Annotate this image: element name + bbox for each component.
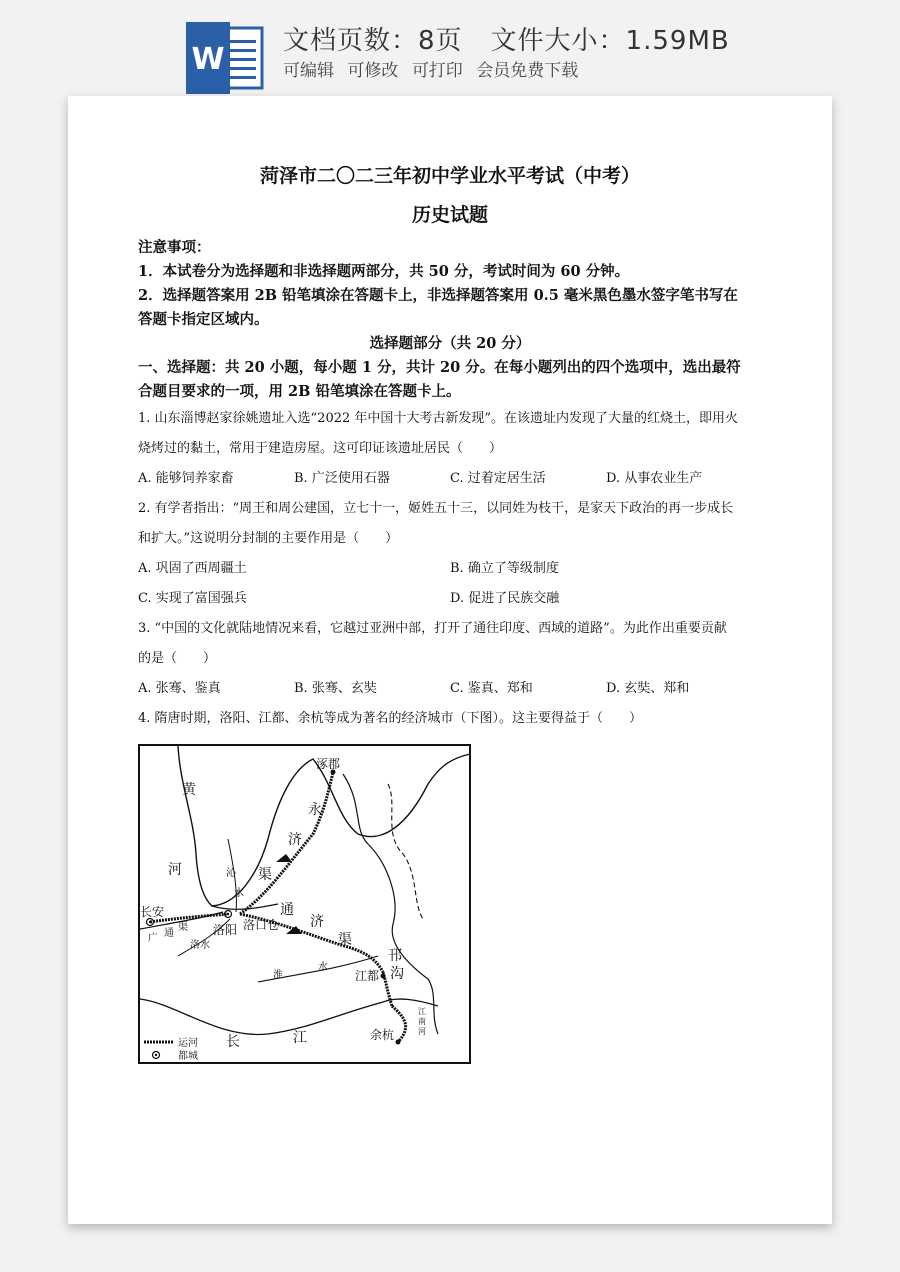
question-4: 4. 隋唐时期，洛阳、江都、余杭等成为著名的经济城市（下图）。这主要得益于（ ） (138, 711, 643, 726)
label-ji: 济 (288, 832, 302, 848)
word-icon (186, 22, 264, 94)
label-huai-shui: 水 (318, 962, 328, 973)
legend-canal-label: 运河 (178, 1038, 198, 1049)
q2-option-a: A. 巩固了西周疆土 (138, 561, 247, 576)
label-tongji-ji: 济 (310, 914, 324, 930)
label-qu: 渠 (258, 867, 272, 883)
file-size: 文件大小：1.59MB (490, 26, 730, 56)
label-han: 邗 (388, 948, 402, 964)
feature-member-download: 会员免费下载 (476, 61, 579, 81)
question-1-options (138, 464, 762, 494)
document-page (68, 96, 832, 1224)
label-luoshui: 洛水 (190, 940, 210, 951)
label-he: 河 (168, 862, 182, 878)
question-3-options (138, 674, 762, 704)
legend-capital-swatch-dot (155, 1054, 157, 1056)
label-guangtong: 通 (164, 928, 174, 939)
label-luoyang: 洛阳 (213, 923, 238, 937)
label-luokoucang: 洛口仓 (243, 918, 280, 932)
yuhang-marker (396, 1040, 401, 1045)
notice-2b: 答题卡指定区域内。 (138, 311, 269, 328)
question-1b: 烧烤过的黏土，常用于建造房屋。这可印证该遗址居民（ ） (138, 441, 503, 456)
header-banner (0, 0, 900, 96)
label-tong: 通 (280, 902, 294, 918)
label-yong: 永 (308, 802, 322, 818)
q1-option-b: B. 广泛使用石器 (294, 471, 390, 486)
q2-option-d: D. 促进了民族交融 (450, 591, 560, 606)
document-content (138, 158, 762, 1064)
question-2b: 和扩大。”这说明分封制的主要作用是（ ） (138, 531, 399, 546)
question-1a: 1. 山东淄博赵家徐姚遗址入选“2022 年中国十大考古新发现”。在该遗址内发现了大量的红烧土，即用火 (138, 411, 739, 426)
q2-option-b: B. 确立了等级制度 (450, 561, 559, 576)
q1-option-a: A. 能够饲养家畜 (138, 471, 234, 486)
question-3b: 的是（ ） (138, 651, 217, 666)
part1-instruction-a: 一、选择题：共 20 小题，每小题 1 分，共计 20 分。在每小题列出的四个选项中，选出最符 (138, 359, 741, 376)
part1-instruction-b: 合题目要求的一项，用 2B 铅笔填涂在答题卡上。 (138, 383, 461, 400)
q3-option-a: A. 张骞、鉴真 (138, 681, 221, 696)
q2-option-c: C. 实现了富国强兵 (138, 591, 247, 606)
luoyang-marker-dot (227, 913, 229, 915)
page-count: 文档页数：8页 (283, 26, 463, 56)
word-icon-letter: W (191, 42, 225, 77)
q3-option-b: B. 张骞、玄奘 (294, 681, 377, 696)
q1-option-d: D. 从事农业生产 (606, 471, 703, 486)
jiangdu-marker (381, 974, 386, 979)
feature-list (283, 56, 586, 81)
label-jiang: 江 (293, 1030, 307, 1046)
file-stats (283, 20, 758, 57)
section-heading: 选择题部分（共 20 分） (369, 335, 531, 352)
question-3a: 3. “中国的文化就陆地情况来看，它越过亚洲中部，打开了通往印度、西域的道路”。为此作出重要贡献 (138, 621, 727, 636)
exam-subtitle: 历史试题 (411, 204, 488, 226)
label-shui: 水 (234, 888, 244, 899)
notice-heading: 注意事项： (138, 239, 211, 256)
feature-editable: 可编辑 (283, 61, 334, 81)
label-jiangnan-he: 河 (418, 1027, 426, 1036)
q3-option-c: C. 鉴真、郑和 (450, 681, 533, 696)
label-changan: 长安 (140, 905, 165, 919)
q1-option-c: C. 过着定居生活 (450, 471, 546, 486)
grand-canal-map (138, 744, 471, 1064)
changan-marker-dot (149, 921, 151, 923)
label-chang: 长 (226, 1034, 240, 1050)
feature-modifiable: 可修改 (347, 61, 399, 81)
legend-capital-label: 都城 (178, 1051, 198, 1062)
label-guangtong-qu: 渠 (178, 922, 188, 933)
label-jiangnan-nan: 南 (418, 1017, 426, 1026)
label-huang: 黄 (182, 782, 196, 798)
notice-1: 1．本试卷分为选择题和非选择题两部分，共 50 分，考试时间为 60 分钟。 (138, 263, 630, 280)
q3-option-d: D. 玄奘、郑和 (606, 681, 690, 696)
notice-2a: 2．选择题答案用 2B 铅笔填涂在答题卡上，非选择题答案用 0.5 毫米黑色墨水签字笔书写在 (138, 287, 738, 304)
label-yuhang: 余杭 (370, 1028, 395, 1042)
label-zhuojun: 涿郡 (316, 757, 341, 771)
feature-printable: 可打印 (411, 61, 463, 81)
label-gou: 沟 (390, 966, 404, 982)
label-jiangdu: 江都 (355, 969, 380, 983)
label-tongji-qu: 渠 (338, 932, 352, 948)
question-2a: 2. 有学者指出：“周王和周公建国，立七十一，姬姓五十三，以同姓为枝干，是家天下政治的再一步成长 (138, 501, 734, 516)
question-2-options-row2 (138, 584, 762, 614)
label-jiangnan-jiang: 江 (418, 1007, 426, 1016)
question-2-options-row1 (138, 554, 762, 584)
label-guang: 广 (148, 933, 158, 944)
label-qin: 沁 (226, 868, 236, 879)
exam-title: 菏泽市二〇二三年初中学业水平考试（中考） (259, 165, 640, 187)
label-huai: 淮 (273, 970, 283, 981)
